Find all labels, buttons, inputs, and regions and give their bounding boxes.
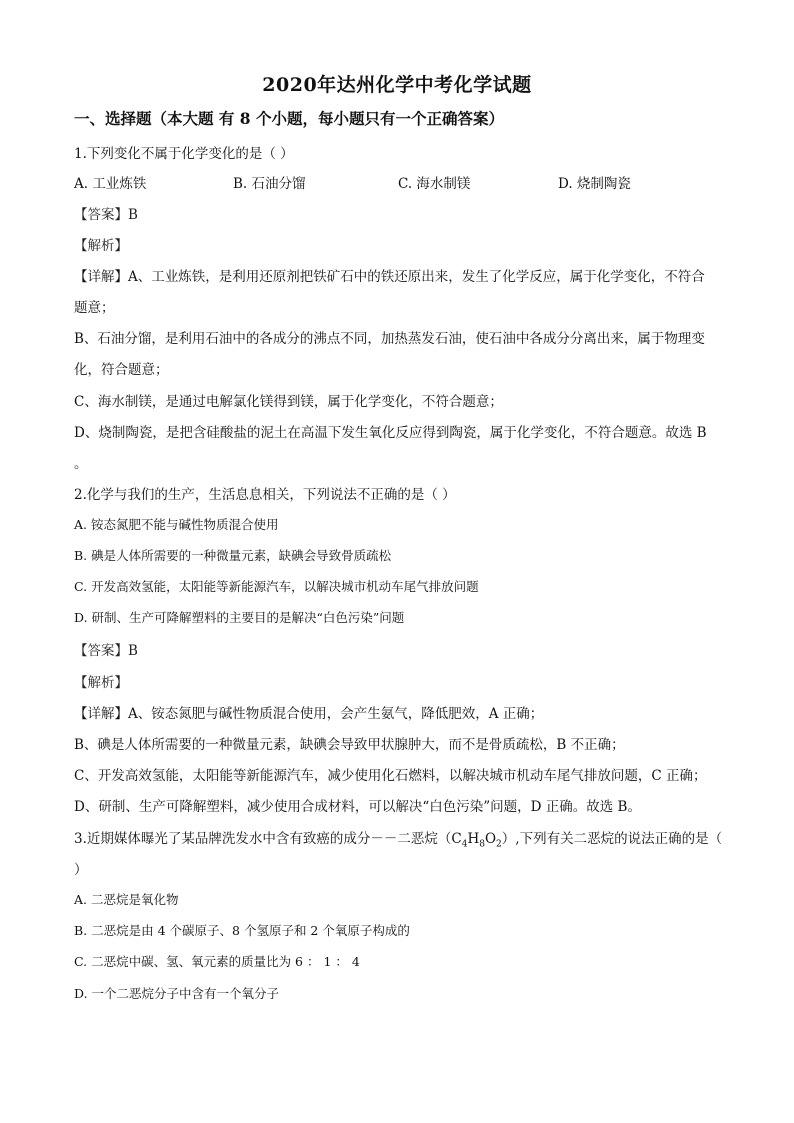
q2-detail-b: B、碘是人体所需要的一种微量元素，缺碘会导致甲状腺肿大，而不是骨质疏松，B 不正确；: [74, 737, 625, 753]
question-1-stem: 1.下列变化不属于化学变化的是（ ）: [74, 146, 294, 162]
section-heading: 一、选择题（本大题 有 8 个小题，每小题只有一个正确答案）: [74, 109, 504, 128]
q2-analysis-label: 【解析】: [74, 675, 128, 691]
q1-detail-b: B、石油分馏，是利用石油中的各成分的沸点不同，加热蒸发石油，使石油中各成分分离出来，属于物理变: [74, 331, 705, 347]
q1-detail-b-cont: 化，符合题意；: [74, 362, 169, 378]
question-3-stem: 3.近期媒体曝光了某品牌洗发水中含有致癌的成分－－二恶烷$(C_4H_8O_2)$,下列有关二恶烷的说法正确的是（: [74, 831, 723, 850]
q2-option-b: B. 碘是人体所需要的一种微量元素，缺碘会导致骨质疏松: [74, 548, 392, 563]
q2-detail-d: D、研制、生产可降解塑料，减少使用合成材料，可以解决“白色污染”问题，D 正确。故选 B。: [74, 799, 641, 815]
q1-answer: 【答案】B: [74, 207, 138, 223]
q1-option-b: B. 石油分馏: [233, 176, 306, 192]
q1-option-c: C. 海水制镁: [398, 176, 471, 192]
q1-detail-a-cont: 题意；: [74, 300, 115, 316]
q1-option-a: A. 工业炼铁: [74, 176, 147, 192]
q2-answer: 【答案】B: [74, 643, 138, 659]
q2-detail-a: 【详解】A、铵态氮肥与碱性物质混合使用，会产生氨气，降低肥效，A 正确；: [74, 706, 544, 722]
q2-option-c: C. 开发高效氢能，太阳能等新能源汽车，以解决城市机动车尾气排放问题: [74, 579, 479, 594]
q1-detail-a: 【详解】A、工业炼铁，是利用还原剂把铁矿石中的铁还原出来，发生了化学反应，属于化学变化，不符合: [74, 269, 705, 285]
q1-analysis-label: 【解析】: [74, 238, 128, 254]
q2-detail-c: C、开发高效氢能，太阳能等新能源汽车，减少使用化石燃料，以解决城市机动车尾气排放问题，C 正确；: [74, 768, 707, 784]
q3-option-a: A. 二恶烷是氧化物: [74, 892, 179, 907]
question-3-stem-cont: ）: [74, 862, 88, 878]
q1-option-d: D. 烧制陶瓷: [558, 176, 631, 192]
q2-option-d: D. 研制、生产可降解塑料的主要目的是解决“白色污染”问题: [74, 610, 405, 625]
q3-option-b: B. 二恶烷是由 4 个碳原子、8 个氢原子和 2 个氧原子构成的: [74, 923, 410, 938]
q3-option-c: C. 二恶烷中碳、氢、氧元素的质量比为 6 ： 1 ： 4: [74, 954, 360, 969]
page-title: 2020年达州化学中考化学试题: [262, 74, 532, 96]
q3-option-d: D. 一个二恶烷分子中含有一个氧分子: [74, 986, 280, 1001]
q2-option-a: A. 铵态氮肥不能与碱性物质混合使用: [74, 517, 279, 532]
question-2-stem: 2.化学与我们的生产，生活息息相关，下列说法不正确的是（ ）: [74, 487, 456, 503]
q1-detail-d-cont: 。: [74, 456, 88, 472]
q1-detail-c: C、海水制镁，是通过电解氯化镁得到镁，属于化学变化，不符合题意；: [74, 394, 503, 410]
q1-detail-d: D、烧制陶瓷，是把含硅酸盐的泥土在高温下发生氧化反应得到陶瓷，属于化学变化，不符合题意。故选 B: [74, 425, 707, 441]
